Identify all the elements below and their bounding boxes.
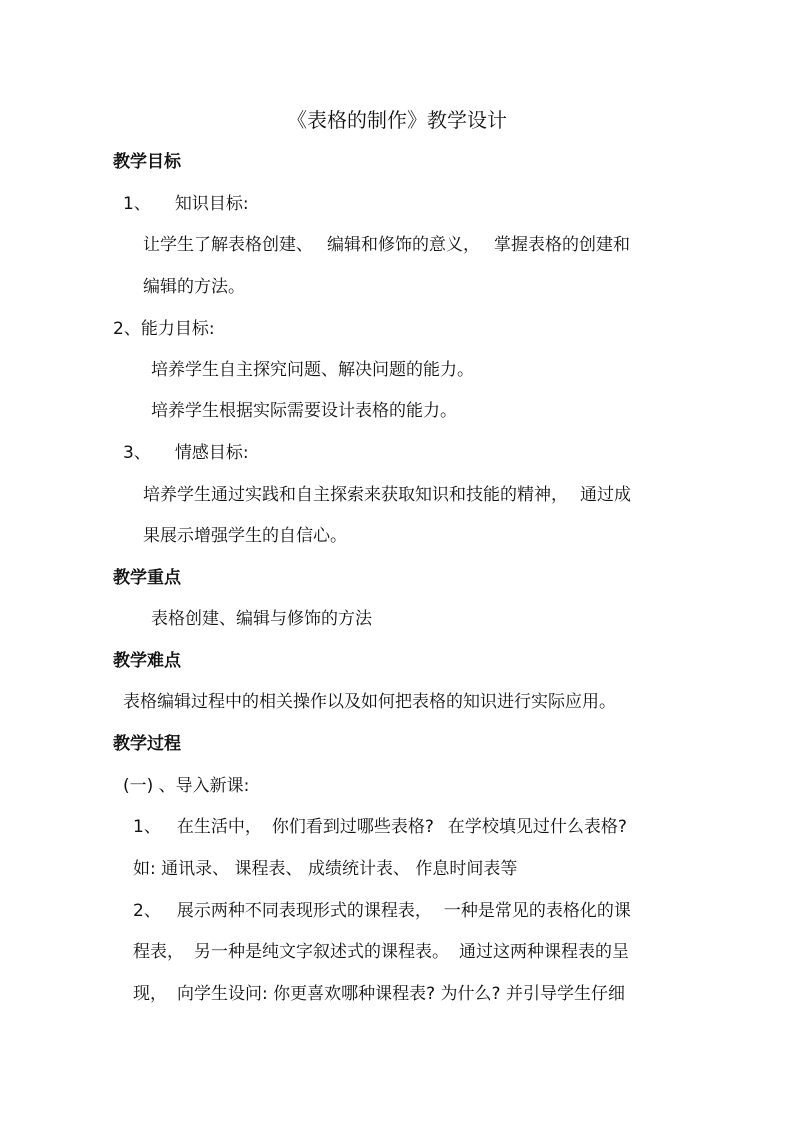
- item-2-text-a: 展示两种不同表现形式的课程表，: [176, 901, 432, 921]
- knowledge-number: 1、: [123, 194, 151, 214]
- item-2-line-1: [133, 899, 631, 923]
- emotion-number: 3、: [123, 443, 151, 463]
- key-points-text: 表格创建、编辑与修饰的方法: [151, 609, 372, 629]
- item-2-text-g: 向学生设问: 你更喜欢哪种课程表? 为什么? 并引导学生仔细: [177, 984, 625, 1004]
- emotion-text-a: 培养学生通过实践和自主探索来获取知识和技能的精神，: [143, 485, 568, 505]
- knowledge-text-a: 让学生了解表格创建、: [143, 235, 313, 255]
- item-2-text-d: 另一种是纯文字叙述式的课程表。: [194, 942, 449, 962]
- difficult-points-text: 表格编辑过程中的相关操作以及如何把表格的知识进行实际应用。: [123, 692, 616, 712]
- item-1-text-c: 在学校填见过什么表格?: [447, 817, 627, 837]
- knowledge-text-c: 掌握表格的创建和: [494, 235, 630, 255]
- emotion-label: 情感目标:: [174, 443, 249, 463]
- emotion-line-1: [143, 483, 631, 507]
- item-1-line-1: [133, 815, 627, 839]
- intro-label: (一) 、导入新课:: [123, 776, 250, 796]
- heading-difficult-points: 教学难点: [113, 651, 181, 671]
- heading-key-points: 教学重点: [113, 568, 181, 588]
- item-1-text-b: 你们看到过哪些表格?: [271, 817, 434, 837]
- item-2-text-f: 现，: [133, 984, 167, 1004]
- item-1-text-a: 在生活中，: [176, 817, 262, 837]
- knowledge-goal-row: [123, 192, 249, 216]
- item-2-line-3: [133, 982, 625, 1006]
- emotion-text-b: 通过成: [580, 485, 631, 505]
- page-title: 《表格的制作》教学设计: [287, 108, 507, 132]
- emotion-line-2: 果展示增强学生的自信心。: [143, 526, 347, 546]
- ability-line-1: 培养学生自主探究问题、解决问题的能力。: [151, 360, 474, 380]
- ability-goal-label: 2、能力目标:: [113, 319, 215, 339]
- item-2-text-e: 通过这两种课程表的呈: [459, 942, 629, 962]
- item-2-number: 2、: [133, 901, 161, 921]
- item-1-line-2: 如: 通讯录、 课程表、 成绩统计表、 作息时间表等: [133, 859, 518, 879]
- item-2-text-c: 程表，: [133, 942, 184, 962]
- emotion-goal-row: [123, 441, 249, 465]
- knowledge-line-2: 编辑的方法。: [143, 277, 245, 297]
- item-2-line-2: [133, 940, 629, 964]
- heading-teaching-goals: 教学目标: [113, 152, 181, 172]
- ability-line-2: 培养学生根据实际需要设计表格的能力。: [151, 401, 457, 421]
- knowledge-label: 知识目标:: [174, 194, 249, 214]
- knowledge-line-1: [143, 233, 630, 257]
- item-2-text-b: 一种是常见的表格化的课: [443, 901, 631, 921]
- heading-teaching-process: 教学过程: [113, 734, 181, 754]
- knowledge-text-b: 编辑和修饰的意义，: [327, 235, 480, 255]
- item-1-number: 1、: [133, 817, 161, 837]
